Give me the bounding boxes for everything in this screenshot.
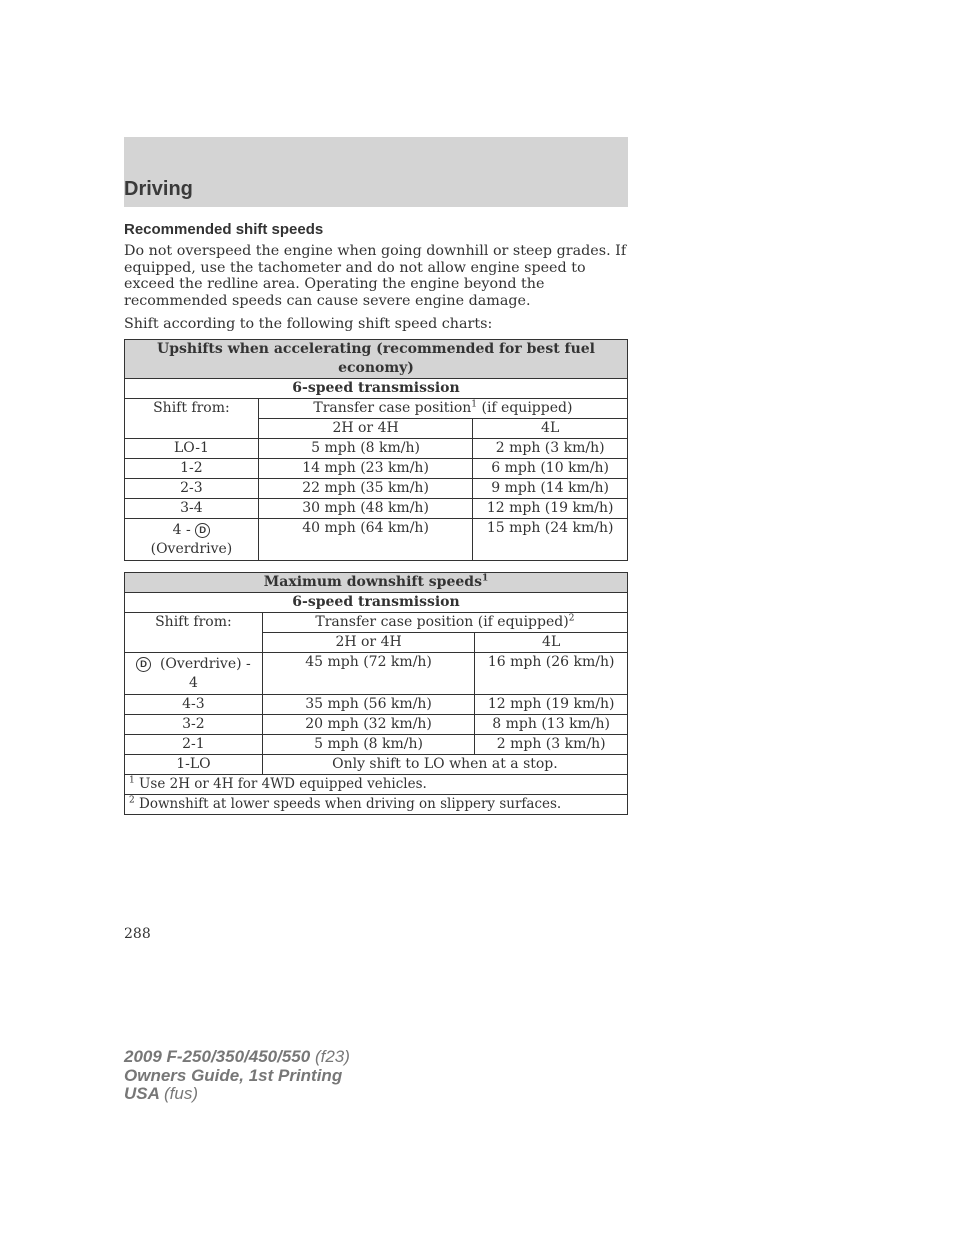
row-speed-4l: 12 mph (19 km/h) — [473, 499, 628, 519]
row-from: 2-3 — [125, 479, 259, 499]
row-lo-note: Only shift to LO when at a stop. — [262, 755, 627, 775]
row-from: 4 - D (Overdrive) — [125, 519, 259, 561]
overdrive-d-icon: D — [195, 523, 210, 538]
footnote-2: $^2$ Downshift at lower speeds when driving on slippery surfaces. — [125, 795, 628, 815]
row-from: 1-2 — [125, 459, 259, 479]
row-from: 4-3 — [125, 695, 263, 715]
section-title: Driving — [124, 178, 193, 200]
row-speed-2h4h: 35 mph (56 km/h) — [262, 695, 474, 715]
document-footer: 2009 F-250/350/450/550 (f23) Owners Guide, 1st Printing USA (fus) — [124, 1047, 350, 1103]
upshift-title: Upshifts when accelerating (recommended for best fuel economy) — [125, 340, 628, 379]
table-row — [125, 653, 628, 695]
downshift-col-4l: 4L — [475, 633, 628, 653]
upshift-col-2h4h: 2H or 4H — [258, 419, 472, 439]
page-number: 288 — [124, 926, 151, 942]
row-speed-2h4h: 30 mph (48 km/h) — [258, 499, 472, 519]
row-from: D (Overdrive) - 4 — [125, 653, 263, 695]
table-row — [125, 755, 628, 775]
row-from: 1-LO — [125, 755, 263, 775]
row-from: 3-4 — [125, 499, 259, 519]
row-speed-4l: 8 mph (13 km/h) — [475, 715, 628, 735]
row-speed-2h4h: 45 mph (72 km/h) — [262, 653, 474, 695]
row-speed-4l: 15 mph (24 km/h) — [473, 519, 628, 561]
downshift-title: Maximum downshift speeds$^1$ — [125, 573, 628, 593]
upshift-table — [124, 339, 628, 561]
row-speed-2h4h: 22 mph (35 km/h) — [258, 479, 472, 499]
upshift-shift-from: Shift from: — [125, 399, 259, 439]
table-row — [125, 459, 628, 479]
row-speed-4l: 2 mph (3 km/h) — [475, 735, 628, 755]
row-speed-2h4h: 40 mph (64 km/h) — [258, 519, 472, 561]
table-row — [125, 499, 628, 519]
table-row — [125, 479, 628, 499]
table-row — [125, 695, 628, 715]
table-row — [125, 715, 628, 735]
row-speed-4l: 9 mph (14 km/h) — [473, 479, 628, 499]
row-speed-2h4h: 20 mph (32 km/h) — [262, 715, 474, 735]
downshift-shift-from: Shift from: — [125, 613, 263, 653]
page-heading: Recommended shift speeds — [124, 221, 324, 238]
row-speed-2h4h: 5 mph (8 km/h) — [262, 735, 474, 755]
footnote-1: $^1$ Use 2H or 4H for 4WD equipped vehicles. — [125, 775, 628, 795]
section-banner — [124, 137, 628, 207]
intro-paragraph-2: Shift according to the following shift speed charts: — [124, 316, 493, 332]
downshift-transfer-header: Transfer case position (if equipped)$^2$ — [262, 613, 627, 633]
overdrive-d-icon: D — [136, 657, 151, 672]
upshift-col-4l: 4L — [473, 419, 628, 439]
downshift-subtitle: 6-speed transmission — [125, 593, 628, 613]
table-row — [125, 439, 628, 459]
upshift-subtitle: 6-speed transmission — [125, 379, 628, 399]
table-row — [125, 735, 628, 755]
row-from: 2-1 — [125, 735, 263, 755]
downshift-table — [124, 572, 628, 815]
upshift-transfer-header: Transfer case position$^1$ (if equipped) — [258, 399, 627, 419]
row-from: 3-2 — [125, 715, 263, 735]
row-speed-4l: 6 mph (10 km/h) — [473, 459, 628, 479]
row-speed-4l: 16 mph (26 km/h) — [475, 653, 628, 695]
table-row — [125, 519, 628, 561]
downshift-col-2h4h: 2H or 4H — [262, 633, 474, 653]
row-speed-2h4h: 5 mph (8 km/h) — [258, 439, 472, 459]
row-speed-2h4h: 14 mph (23 km/h) — [258, 459, 472, 479]
intro-paragraph: Do not overspeed the engine when going downhill or steep grades. If equipped, use the tachometer and do not allow engine speed to exceed the redline area. Operating the engine beyond the recommended speeds can cause severe engine damage. — [124, 243, 627, 309]
row-speed-4l: 12 mph (19 km/h) — [475, 695, 628, 715]
row-from: LO-1 — [125, 439, 259, 459]
row-speed-4l: 2 mph (3 km/h) — [473, 439, 628, 459]
